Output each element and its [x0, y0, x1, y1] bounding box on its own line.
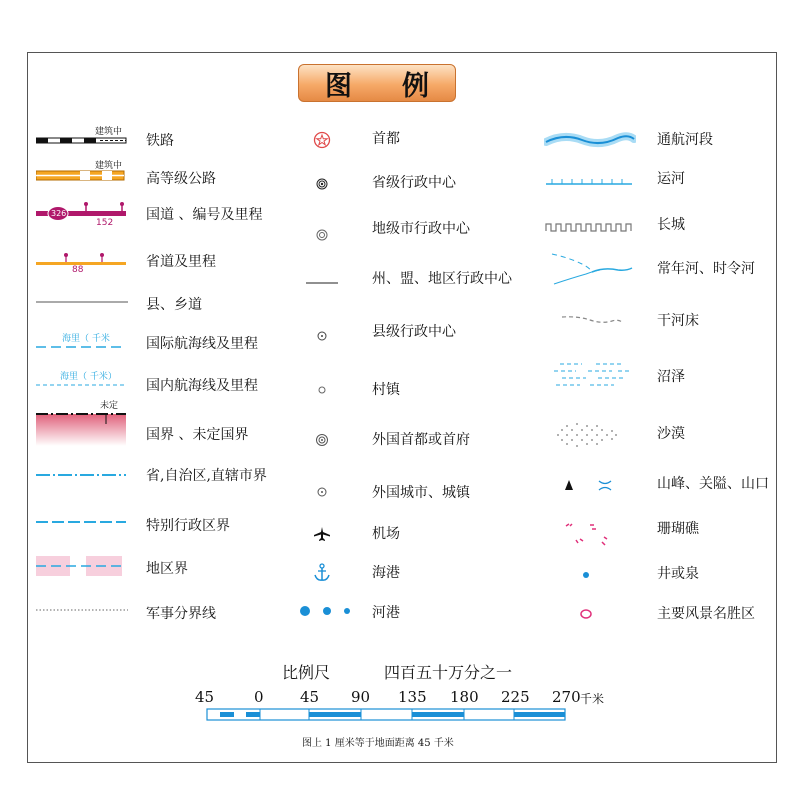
county-road-symbol	[36, 300, 128, 304]
provincial-road-symbol	[36, 250, 128, 266]
river-port-icon	[296, 604, 356, 618]
dom-sea-route-label: 海里（ 千米）	[60, 372, 117, 382]
scale-tick-0: 45	[195, 688, 215, 706]
scale-ratio: 四百五十万分之一	[384, 663, 513, 682]
national-road-symbol	[36, 200, 128, 226]
legend-title	[298, 64, 456, 102]
scale-tick-4: 135	[398, 688, 427, 706]
label-national-border: 国界 、未定国界	[146, 427, 249, 443]
label-county-road: 县、乡道	[146, 297, 202, 313]
great-wall-symbol	[544, 220, 636, 234]
highway-symbol	[36, 170, 128, 182]
label-village: 村镇	[372, 382, 400, 398]
label-regional-boundary: 地区界	[146, 561, 188, 577]
title-char-1: 图	[325, 70, 352, 102]
scale-tick-7: 270	[552, 688, 581, 706]
title-char-2: 例	[402, 70, 429, 102]
seaport-icon	[313, 563, 331, 583]
dry-riverbed-symbol	[560, 312, 626, 328]
airport-icon	[313, 526, 331, 542]
provincial-center-icon	[316, 178, 328, 190]
label-foreign-city: 外国城市、城镇	[372, 485, 470, 501]
label-peak-pass: 山峰、关隘、山口	[657, 476, 769, 492]
prefecture-center-icon	[316, 229, 328, 241]
well-spring-icon	[581, 570, 591, 580]
label-scenic-spot: 主要风景名胜区	[657, 606, 755, 622]
railway-symbol	[36, 136, 128, 146]
provincial-road-mileage: 88	[72, 265, 84, 275]
label-dry-riverbed: 干河床	[657, 313, 699, 329]
undetermined-border-label: 未定	[100, 401, 119, 411]
label-coral-reef: 珊瑚礁	[657, 521, 699, 537]
label-provincial-boundary: 省,自治区,直辖市界	[146, 468, 267, 484]
label-highway: 高等级公路	[146, 171, 216, 187]
label-sar-boundary: 特别行政区界	[146, 518, 230, 534]
navigable-river-symbol	[544, 130, 636, 150]
district-center-symbol	[306, 281, 338, 285]
label-prefecture-center: 地级市行政中心	[372, 221, 470, 237]
national-road-number: 326	[51, 209, 67, 218]
label-dom-sea-route: 国内航海线及里程	[146, 378, 258, 394]
label-desert: 沙漠	[657, 426, 685, 442]
scale-bar	[206, 708, 568, 722]
desert-symbol	[552, 420, 622, 450]
military-line-symbol	[36, 608, 128, 612]
label-capital: 首都	[372, 131, 400, 147]
foreign-capital-icon	[315, 433, 329, 447]
label-navigable-river: 通航河段	[657, 132, 713, 148]
label-national-road: 国道 、编号及里程	[146, 207, 263, 223]
scale-tick-6: 225	[501, 688, 530, 706]
label-military-line: 军事分界线	[146, 606, 216, 622]
national-road-mileage: 152	[96, 218, 114, 228]
pass-icon	[597, 478, 613, 492]
label-district-center: 州、盟、地区行政中心	[372, 271, 512, 287]
scale-note: 图上 1 厘米等于地面距离 45 千米	[302, 738, 454, 749]
swamp-symbol	[552, 360, 634, 392]
highway-construction-label: 建筑中	[95, 161, 123, 171]
label-airport: 机场	[372, 526, 400, 542]
label-canal: 运河	[657, 171, 685, 187]
intl-sea-route-label: 海里（ 千米	[62, 334, 110, 344]
scale-unit: 千米	[580, 692, 605, 706]
capital-icon	[313, 131, 331, 149]
regional-boundary-symbol	[36, 556, 128, 578]
dom-sea-route-symbol	[36, 383, 128, 387]
label-well-spring: 井或泉	[657, 566, 699, 582]
canal-symbol	[544, 176, 636, 186]
label-swamp: 沼泽	[657, 369, 685, 385]
label-provincial-center: 省级行政中心	[372, 175, 456, 191]
label-provincial-road: 省道及里程	[146, 254, 216, 270]
label-seaport: 海港	[372, 565, 400, 581]
peak-icon	[562, 478, 576, 492]
provincial-boundary-symbol	[36, 472, 128, 478]
village-icon	[317, 385, 327, 395]
scale-tick-5: 180	[450, 688, 479, 706]
scale-tick-1: 0	[254, 688, 264, 706]
scenic-spot-icon	[579, 608, 593, 620]
label-river: 常年河、时令河	[657, 261, 755, 277]
intl-sea-route-symbol	[36, 345, 128, 349]
railway-construction-label: 建筑中	[95, 127, 123, 137]
river-symbol	[544, 248, 636, 288]
label-county-center: 县级行政中心	[372, 324, 456, 340]
national-border-symbol	[36, 410, 128, 448]
scale-tick-2: 45	[300, 688, 320, 706]
scale-label: 比例尺	[282, 663, 331, 682]
label-river-port: 河港	[372, 605, 400, 621]
label-intl-sea-route: 国际航海线及里程	[146, 336, 258, 352]
legend-frame	[27, 52, 777, 763]
scale-tick-3: 90	[351, 688, 371, 706]
sar-boundary-symbol	[36, 519, 128, 525]
label-foreign-capital: 外国首都或首府	[372, 432, 470, 448]
county-center-icon	[316, 330, 328, 342]
foreign-city-icon	[316, 486, 328, 498]
coral-reef-symbol	[562, 520, 612, 550]
label-railway: 铁路	[146, 133, 174, 149]
label-great-wall: 长城	[657, 217, 685, 233]
